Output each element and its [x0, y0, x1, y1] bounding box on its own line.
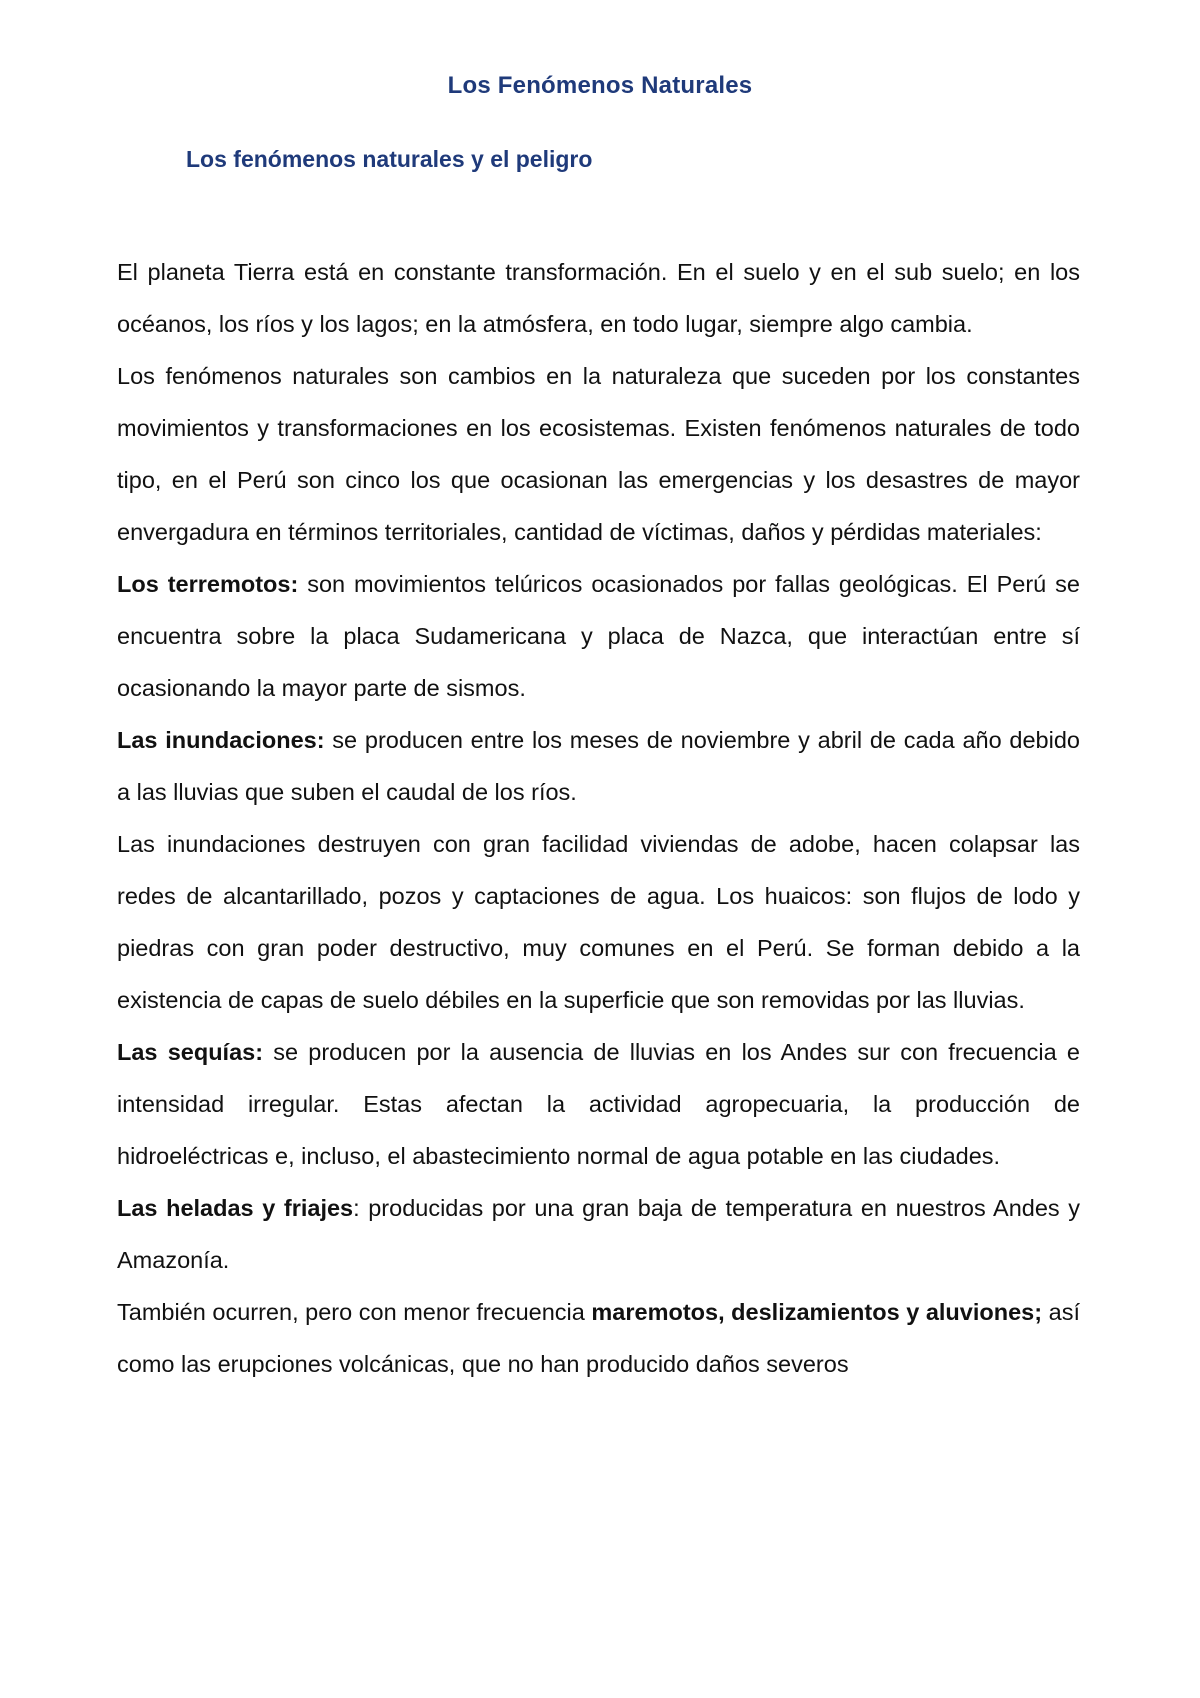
- paragraph-otros-text-b: así como las erupciones volcánicas, que no han producido daños severos: [117, 1299, 1080, 1377]
- document-title: Los Fenómenos Naturales: [447, 72, 753, 99]
- term-sequias: Las sequías:: [117, 1039, 264, 1065]
- term-heladas: Las heladas y friajes: [117, 1195, 354, 1221]
- paragraph-heladas: [117, 1182, 1080, 1286]
- paragraph-intro: El planeta Tierra está en constante transformación. En el suelo y en el sub suelo; en los océanos, los ríos y los lagos; en la atmósfera, en todo lugar, siempre algo cambia.: [117, 259, 1080, 337]
- paragraph-otros-text-a: También ocurren, pero con menor frecuencia: [117, 1299, 592, 1325]
- paragraph-sequias: [117, 1026, 1080, 1182]
- paragraph-terremotos: [117, 558, 1080, 714]
- section-subtitle: Los fenómenos naturales y el peligro: [186, 146, 593, 172]
- term-inundaciones: Las inundaciones:: [117, 727, 325, 753]
- term-terremotos: Los terremotos:: [117, 571, 299, 597]
- document-body: [117, 246, 1080, 1390]
- term-maremotos: maremotos, deslizamientos y aluviones;: [591, 1299, 1043, 1325]
- paragraph-huaicos: Las inundaciones destruyen con gran facilidad viviendas de adobe, hacen colapsar las redes de alcantarillado, pozos y captaciones de agua. Los huaicos: son flujos de lodo y piedras con gran poder destructivo, muy comunes en el Perú. Se forman debido a la existencia de capas de suelo débiles en la superficie que son removidas por las lluvias.: [117, 831, 1080, 1013]
- paragraph-sequias-text: se producen por la ausencia de lluvias en los Andes sur con frecuencia e intensidad irregular. Estas afectan la actividad agropecuaria, la producción de hidroeléctricas e, incluso, el abastecimiento normal de agua potable en las ciudades.: [117, 1039, 1080, 1169]
- paragraph-terremotos-text: son movimientos telúricos ocasionados por fallas geológicas. El Perú se encuentra sobre la placa Sudamericana y placa de Nazca, que interactúan entre sí ocasionando la mayor parte de sismos.: [117, 571, 1080, 701]
- paragraph-inundaciones-text: se producen entre los meses de noviembre y abril de cada año debido a las lluvias que suben el caudal de los ríos.: [117, 727, 1080, 805]
- paragraph-inundaciones: [117, 714, 1080, 818]
- paragraph-fenomenos: Los fenómenos naturales son cambios en la naturaleza que suceden por los constantes movimientos y transformaciones en los ecosistemas. Existen fenómenos naturales de todo tipo, en el Perú son cinco los que ocasionan las emergencias y los desastres de mayor envergadura en términos territoriales, cantidad de víctimas, daños y pérdidas materiales:: [117, 363, 1080, 545]
- paragraph-heladas-text: : producidas por una gran baja de temperatura en nuestros Andes y Amazonía.: [117, 1195, 1080, 1273]
- paragraph-otros: [117, 1286, 1080, 1390]
